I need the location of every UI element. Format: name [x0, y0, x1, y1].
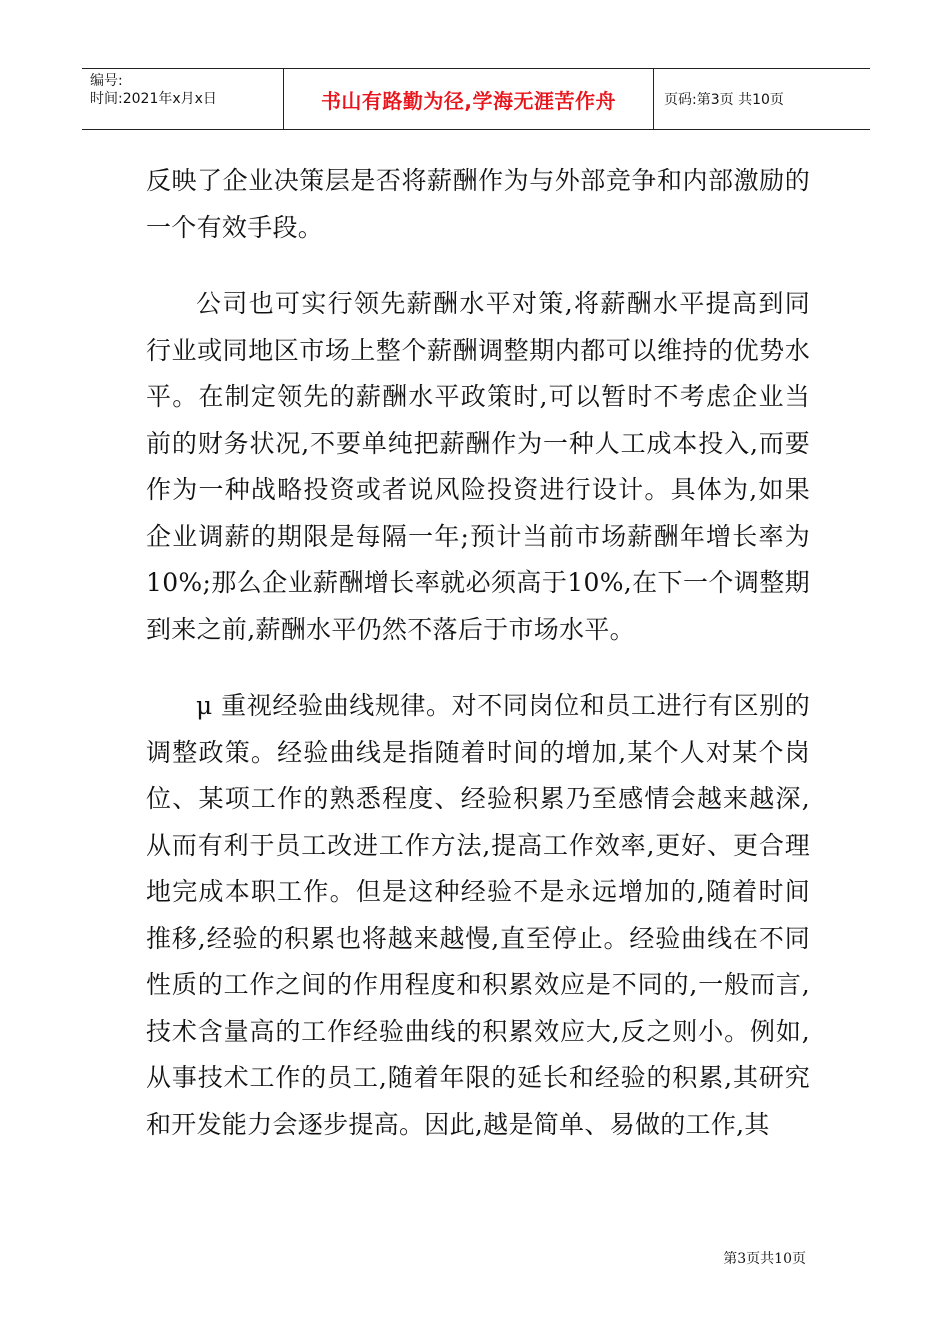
paragraph-leading-pay-policy: 公司也可实行领先薪酬水平对策,将薪酬水平提高到同行业或同地区市场上整个薪酬调整期内都可以维持的优势水平。在制定领先的薪酬水平政策时,可以暂时不考虑企业当前的财务状况,不要单纯把薪酬作为一种人工成本投入,而要作为一种战略投资或者说风险投资进行设计。具体为,如果企业调薪的期限是每隔一年;预计当前市场薪酬年增长率为10%;那么企业薪酬增长率就必须高于10%,在下一个调整期到来之前,薪酬水平仍然不落后于市场水平。: [146, 289, 810, 644]
document-header: [82, 68, 870, 130]
header-motto: 书山有路勤为径,学海无涯苦作舟: [284, 69, 654, 129]
paragraph-continuation: 反映了企业决策层是否将薪酬作为与外部竞争和内部激励的一个有效手段。: [146, 166, 810, 242]
document-body: [146, 158, 810, 1148]
paragraph-experience-curve: μ 重视经验曲线规律。对不同岗位和员工进行有区别的调整政策。经验曲线是指随着时间的增加,某个人对某个岗位、某项工作的熟悉程度、经验积累乃至感情会越来越深,从而有利于员工改进工作方法,提高工作效率,更好、更合理地完成本职工作。但是这种经验不是永远增加的,随着时间推移,经验的积累也将越来越慢,直至停止。经验曲线在不同性质的工作之间的作用程度和积累效应是不同的,一般而言,技术含量高的工作经验曲线的积累效应大,反之则小。例如,从事技术工作的员工,随着年限的延长和经验的积累,其研究和开发能力会逐步提高。因此,越是简单、易做的工作,其: [146, 691, 810, 1139]
page-footer: 第3页共10页: [723, 1251, 806, 1267]
header-page-info: 页码:第3页 共10页: [664, 92, 784, 108]
header-meta-cell: [82, 69, 284, 129]
date-label: 时间:2021年x月x日: [90, 91, 217, 107]
serial-number-label: 编号:: [90, 73, 123, 89]
